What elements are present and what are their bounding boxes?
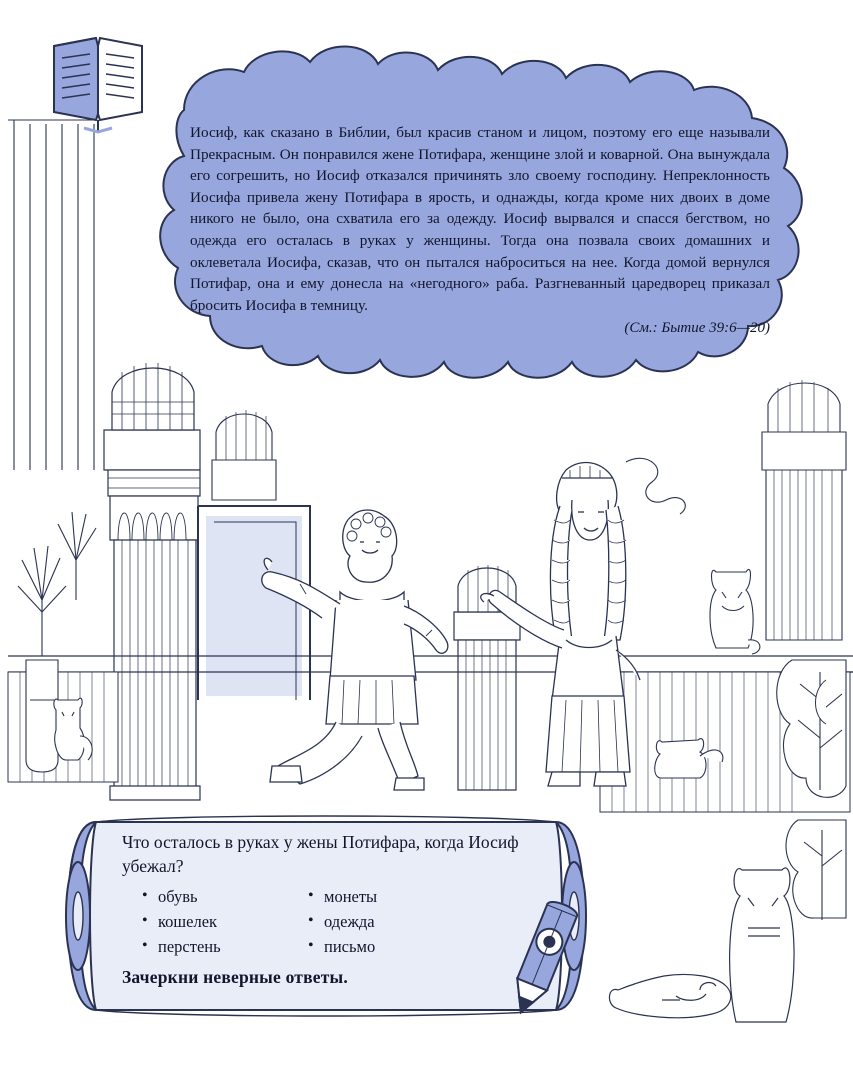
answer-option[interactable]: • перстень [140,934,280,959]
answer-option[interactable]: • кошелек [140,909,280,934]
story-reference: (См.: Бытие 39:6—20) [624,320,770,337]
task-content [122,830,542,988]
story-text-block [190,122,770,340]
answer-option[interactable]: • одежда [306,909,446,934]
story-paragraph: Иосиф, как сказано в Библии, был красив станом и лицом, поэтому его еще называли Прекрасным. Он понравился жене Потифара, женщине злой и коварной. Она вынуждала его согрешить, но Иосиф отказался причинять зло своему господину. Непреклонность Иосифа привела жену Потифара в ярость, и однажды, когда кроме них двоих в доме никого не было, она схватила его за одежду. Иосиф вырвался и спасся бегством, но одежда его осталась в руках у женщины. Тогда она позвала своих домашних и оклеветала Иосифа, сказав, что он пытался наброситься на нее. Когда домой вернулся Потифар, она и ему донесла на «негодного» раба. Разгневанный царедворец приказал бросить Иосифа в темницу. [190,124,770,314]
task-instruction: Зачеркни неверные ответы. [122,967,348,987]
answer-option[interactable]: • монеты [306,884,446,909]
answer-column-right [306,884,446,959]
pencil-icon [480,900,600,1030]
answer-option[interactable]: • письмо [306,934,446,959]
task-question: Что осталось в руках у жены Потифара, когда Иосиф убежал? [122,832,519,876]
answer-column-left [140,884,280,959]
answer-option[interactable]: • обувь [140,884,280,909]
story-speech-bubble [122,36,834,401]
